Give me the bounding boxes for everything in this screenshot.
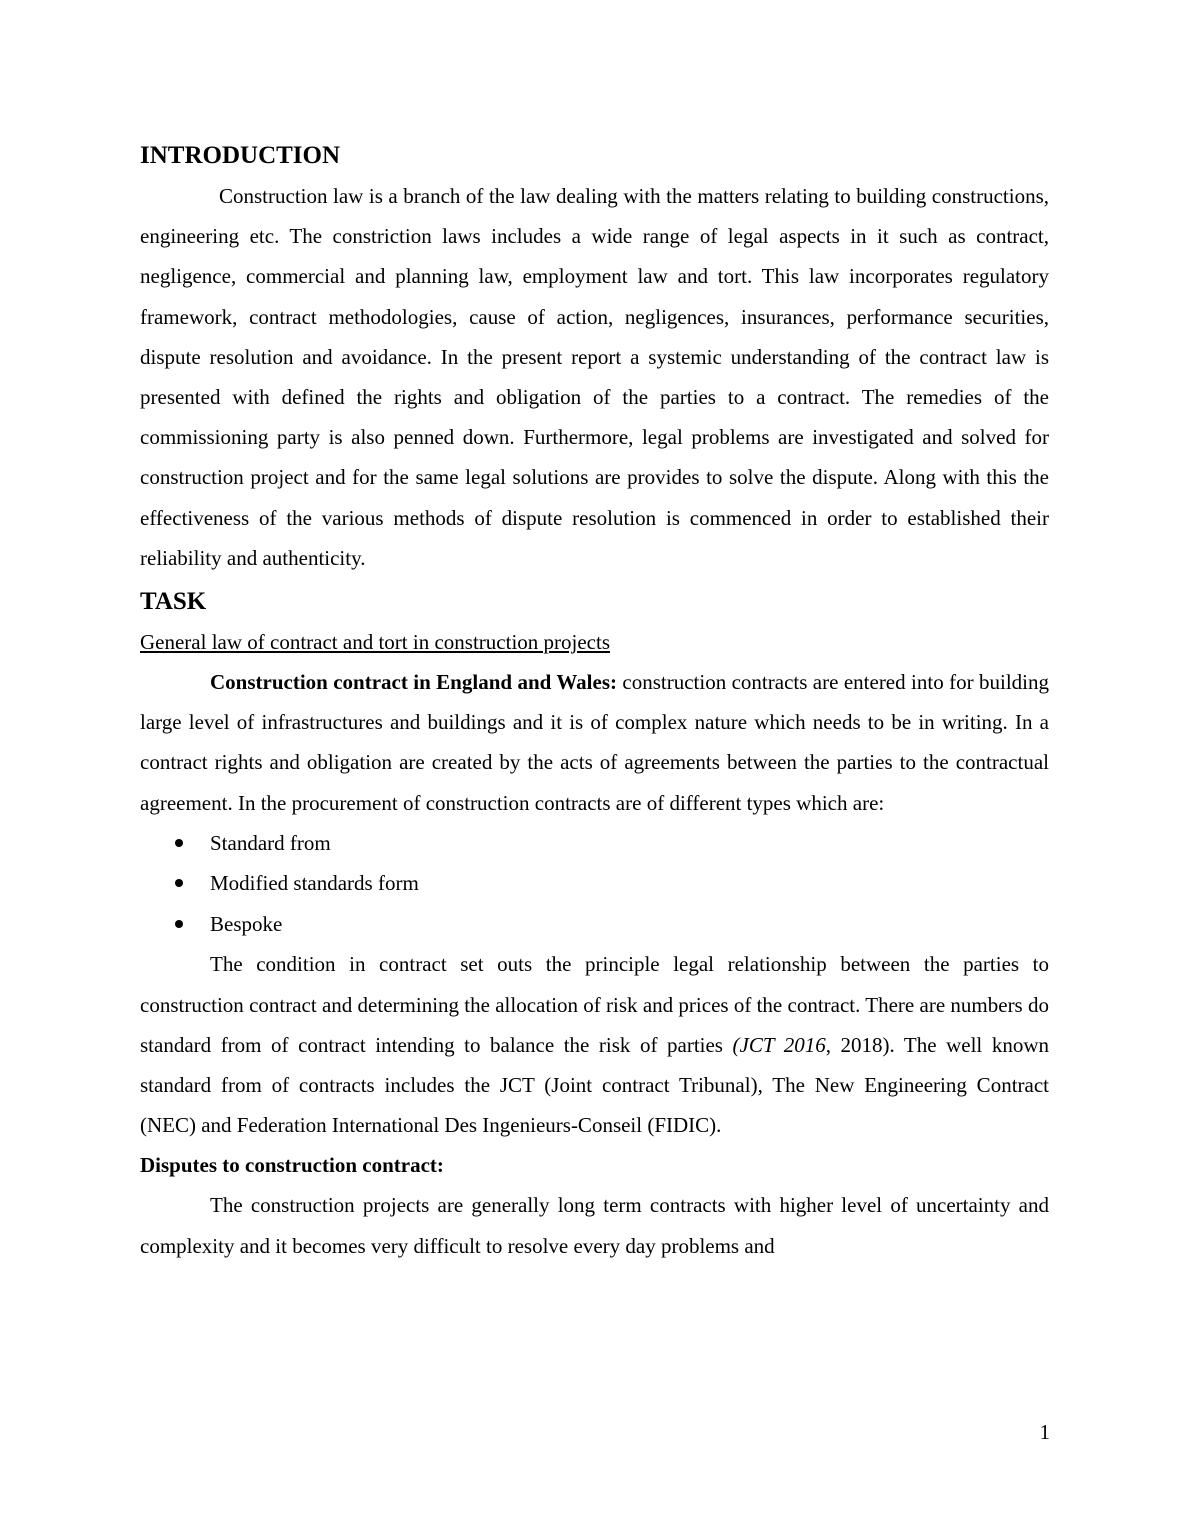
contract-types-list bbox=[140, 823, 1049, 945]
contract-paragraph bbox=[140, 662, 1049, 823]
introduction-heading: INTRODUCTION bbox=[140, 142, 341, 169]
list-item-label: Bespoke bbox=[210, 911, 283, 936]
list-item bbox=[140, 823, 1049, 864]
contract-paragraph-text: construction contracts are entered into for building large level of infrastructures and buildings and it is of complex nature which needs to be in writing. In a contract rights and obligation are created by the acts of agreements between the parties to the contractual agreement. In the procurement of construction contracts are of different types which are: bbox=[140, 670, 1049, 815]
condition-paragraph bbox=[140, 944, 1049, 1145]
page-number: 1 bbox=[1039, 1420, 1050, 1444]
condition-text-after: , 2018). The well known standard from of contracts includes the JCT (Joint contract Tribunal), The New Engineering Contract (NEC) and Federation International Des Ingenieurs-Conseil (FIDIC). bbox=[140, 1032, 1049, 1138]
introduction-paragraph: Construction law is a branch of the law dealing with the matters relating to building constructions, engineering etc. The constriction laws includes a wide range of legal aspects in it such as contract, negligence, commercial and planning law, employment law and tort. This law incorporates regulatory framework, contract methodologies, cause of action, negligences, insurances, performance securities, dispute resolution and avoidance. In the present report a systemic understanding of the contract law is presented with defined the rights and obligation of the parties to a contract. The remedies of the commissioning party is also penned down. Furthermore, legal problems are investigated and solved for construction project and for the same legal solutions are provides to solve the dispute. Along with this the effectiveness of the various methods of dispute resolution is commenced in order to established their reliability and authenticity. bbox=[140, 184, 1049, 570]
condition-text-before: The condition in contract set outs the principle legal relationship between the parties to construction contract and determining the allocation of risk and prices of the contract. There are numbers do standard from of contract intending to balance the risk of parties bbox=[140, 952, 1049, 1057]
task-subheading: General law of contract and tort in construction projects bbox=[140, 630, 610, 655]
list-item-label: Modified standards form bbox=[210, 871, 419, 896]
task-heading: TASK bbox=[140, 588, 207, 616]
disputes-paragraph: The construction projects are generally long term contracts with higher level of uncertainty and complexity and it becomes very difficult to resolve every day problems and bbox=[140, 1193, 1049, 1258]
contract-paragraph-lead: Construction contract in England and Wales: bbox=[210, 670, 617, 695]
disputes-heading: Disputes to construction contract: bbox=[140, 1153, 444, 1178]
bullet-icon bbox=[175, 839, 183, 847]
bullet-icon bbox=[175, 920, 183, 928]
list-item bbox=[140, 904, 1049, 945]
document-page bbox=[140, 136, 1049, 1266]
bullet-icon bbox=[175, 879, 183, 887]
list-item-label: Standard from bbox=[210, 830, 331, 855]
condition-citation: (JCT 2016 bbox=[732, 1032, 826, 1057]
list-item bbox=[140, 863, 1049, 904]
